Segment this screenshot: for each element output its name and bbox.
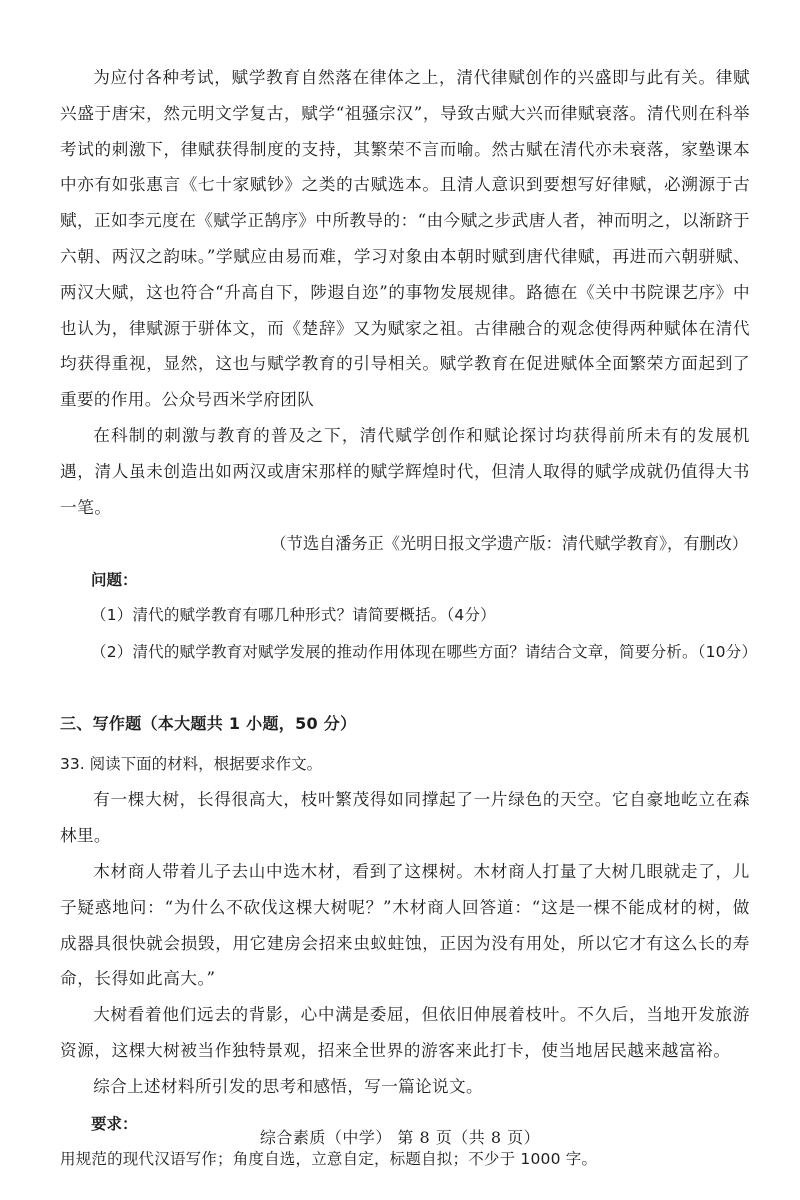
question-1: （1）清代的赋学教育有哪几种形式？请简要概括。（4分） bbox=[91, 606, 496, 625]
writing-section-heading: 三、写作题（本大题共 1 小题，50 分） bbox=[60, 714, 357, 734]
material-paragraph-4: 综合上述材料所引发的思考和感悟，写一篇论说文。 bbox=[93, 1076, 483, 1096]
questions-label: 问题： bbox=[91, 571, 138, 590]
passage-paragraph-1: 为应付各种考试，赋学教育自然落在律体之上，清代律赋创作的兴盛即与此有关。律赋兴盛于唐宋，然元明文学复古，赋学“祖骚宗汉”，导致古赋大兴而律赋衰落。清代则在科举考试的刺激下，律赋获得制度的支持，其繁荣不言而喻。然古赋在清代亦未衰落，家塾课本中亦有如张惠言《七十家赋钞》之类的古赋选本。且清人意识到要想写好律赋，必溯源于古赋，正如李元度在《赋学正鹄序》中所教导的：“由今赋之步武唐人者，神而明之，以渐跻于六朝、两汉之韵味。”学赋应由易而难，学习对象由本朝时赋到唐代律赋，再进而六朝骈赋、两汉大赋，这也符合“升高自下，陟遐自迩”的事物发展规律。路德在《关中书院课艺序》中也认为，律赋源于骈体文，而《楚辞》又为赋家之祖。古律融合的观念使得两种赋体在清代均获得重视，显然，这也与赋学教育的引导相关。赋学教育在促进赋体全面繁荣方面起到了重要的作用。公众号西米学府团队 bbox=[60, 68, 750, 410]
question-2: （2）清代的赋学教育对赋学发展的推动作用体现在哪些方面？请结合文章，简要分析。（10分） bbox=[91, 643, 758, 662]
material-paragraph-2: 木材商人带着儿子去山中选木材，看到了这棵树。木材商人打量了大树几眼就走了，儿子疑惑地问：“为什么不砍伐这棵大树呢？”木材商人回答道：“这是一棵不能成材的树，做成器具很快就会损毁，用它建房会招来虫蚁蛀蚀，正因为没有用处，所以它才有这么长的寿命，长得如此高大。” bbox=[60, 861, 750, 989]
requirements-label: 要求： bbox=[91, 1114, 138, 1133]
passage-paragraph-2: 在科制的刺激与教育的普及之下，清代赋学创作和赋论探讨均获得前所未有的发展机遇，清人虽未创造出如两汉或唐宋那样的赋学辉煌时代，但清人取得的赋学成就仍值得大书一笔。 bbox=[60, 425, 750, 517]
material-paragraph-1: 有一棵大树，长得很高大，枝叶繁茂得如同撑起了一片绿色的天空。它自豪地屹立在森林里。 bbox=[60, 790, 750, 846]
page-footer: 综合素质（中学） 第 8 页（共 8 页） bbox=[259, 1128, 541, 1147]
writing-task-intro: 33. 阅读下面的材料，根据要求作文。 bbox=[60, 755, 323, 774]
passage-citation: （节选自潘务正《光明日报文学遗产版：清代赋学教育》，有删改） bbox=[270, 534, 748, 554]
requirements-text: 用规范的现代汉语写作；角度自选，立意自定，标题自拟；不少于 1000 字。 bbox=[60, 1149, 598, 1168]
material-paragraph-3: 大树看着他们远去的背影，心中满是委屈，但依旧伸展着枝叶。不久后，当地开发旅游资源，这棵大树被当作独特景观，招来全世界的游客来此打卡，使当地居民越来越富裕。 bbox=[60, 1005, 750, 1060]
